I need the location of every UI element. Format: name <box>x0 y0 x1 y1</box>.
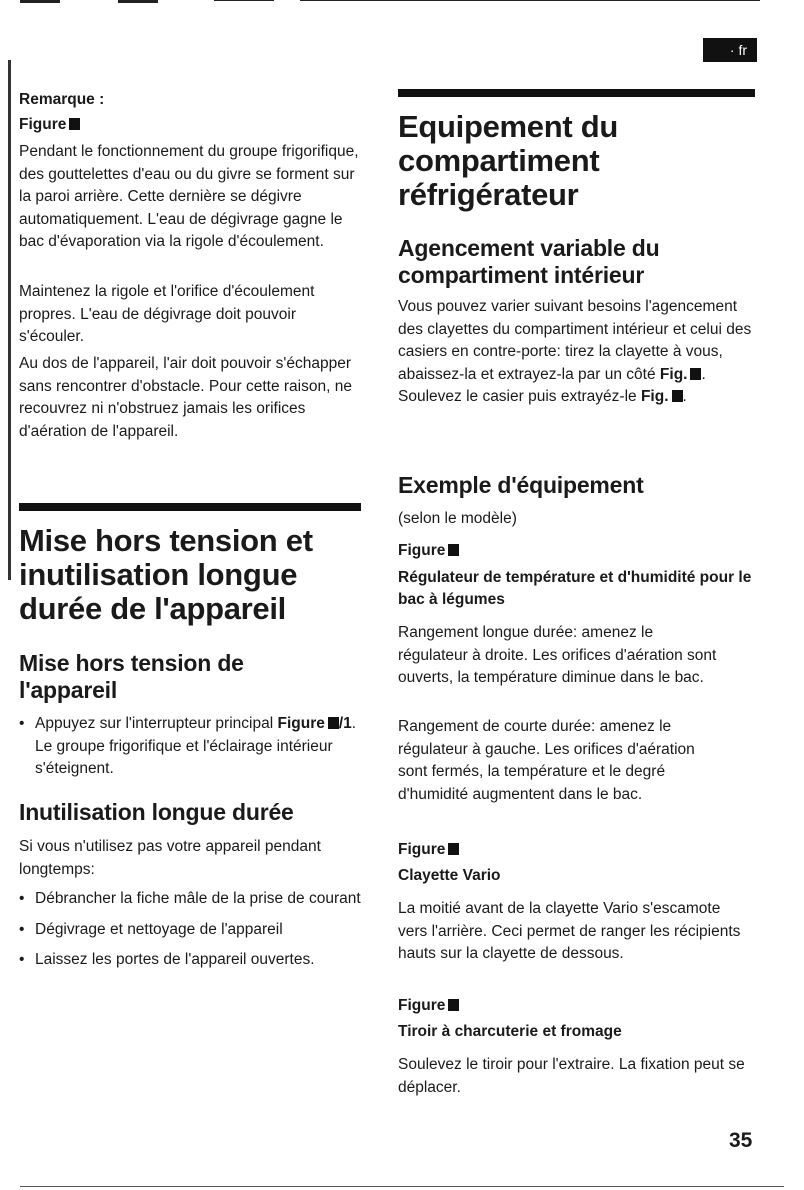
figure-number-icon <box>69 118 80 130</box>
figure-6-paragraph-1: Rangement longue durée: amenez le régulateur à droite. Les orifices d'aération sont ouverts, la température diminue dans le bac. <box>398 624 717 686</box>
subheading-exemple: Exemple d'équipement <box>398 472 644 498</box>
figure-number-icon <box>448 544 459 556</box>
figure-6-ref: Figure <box>398 540 459 562</box>
scan-artifact-line <box>214 0 274 1</box>
bullet-list-mise-hors-tension <box>19 713 364 789</box>
subheading-mise-hors-tension: Mise hors tension de l'appareil <box>19 650 244 703</box>
figure-8-heading: Tiroir à charcuterie et fromage <box>398 1023 622 1040</box>
list-item: • Appuyez sur l'interrupteur principal Figure /1. Le groupe frigorifique et l'éclairage intérieur s'éteignent. <box>19 715 357 777</box>
page-number: 35 <box>729 1129 753 1152</box>
section-rule <box>398 89 755 97</box>
scan-artifact-line <box>20 0 60 3</box>
exemple-note: (selon le modèle) <box>398 510 517 527</box>
section-title-equipement: Equipement du compartiment réfrigérateur <box>398 109 618 212</box>
figure-7-ref: Figure <box>398 839 459 861</box>
language-tab: · fr <box>703 38 757 62</box>
list-item: • Débrancher la fiche mâle de la prise de courant <box>19 890 361 907</box>
figure-8-ref: Figure <box>398 995 459 1017</box>
remarque-paragraph-2: Maintenez la rigole et l'orifice d'écoulement propres. L'eau de dégivrage doit pouvoir s'écouler. <box>19 283 315 345</box>
bullet-list-inutilisation <box>19 888 364 980</box>
figure-6-paragraph-2: Rangement de courte durée: amenez le régulateur à gauche. Les orifices d'aération sont fermés, la température et le degré d'humidité augmentent dans le bac. <box>398 718 695 803</box>
figure-number-icon <box>448 843 459 855</box>
scan-artifact-line <box>300 0 760 1</box>
remarque-paragraph-3: Au dos de l'appareil, l'air doit pouvoir s'échapper sans rencontrer d'obstacle. Pour cette raison, ne recouvrez ni n'obstruez jamais les orifices d'aération de l'appareil. <box>19 355 352 440</box>
section-rule <box>19 503 361 511</box>
figure-number-icon <box>672 390 683 402</box>
scan-artifact-bottom-line <box>20 1186 784 1187</box>
list-item: • Laissez les portes de l'appareil ouvertes. <box>19 951 315 968</box>
figure-6-heading: Régulateur de température et d'humidité pour le bac à légumes <box>398 569 752 608</box>
scan-artifact-line <box>118 0 158 3</box>
inutilisation-intro: Si vous n'utilisez pas votre appareil pendant longtemps: <box>19 838 321 878</box>
figure-number-icon <box>328 717 339 729</box>
remarque-paragraph-1: Pendant le fonctionnement du groupe frigorifique, des gouttelettes d'eau ou du givre se forment sur la paroi arrière. Cette dernière se dégivre automatiquement. L'eau de dégivrage gagne le bac d'évaporation via la rigole d'écoulement. <box>19 143 359 250</box>
remarque-label: Remarque : <box>19 91 105 108</box>
scan-artifact-bar <box>8 60 11 580</box>
agencement-paragraph: Vous pouvez varier suivant besoins l'agencement des clayettes du compartiment intérieur et celui des casiers en contre-porte: tirez la clayette à vous, abaissez-la et extrayez-la par un côté Fig. . Soulevez le casier puis extrayéz-le Fig. . <box>398 298 752 405</box>
subheading-inutilisation: Inutilisation longue durée <box>19 799 294 825</box>
list-item: • Dégivrage et nettoyage de l'appareil <box>19 920 283 938</box>
figure-number-icon <box>690 368 701 380</box>
subheading-agencement: Agencement variable du compartiment intérieur <box>398 235 660 288</box>
figure-8-paragraph: Soulevez le tiroir pour l'extraire. La fixation peut se déplacer. <box>398 1056 745 1096</box>
remarque-figure-ref: Figure <box>19 114 80 136</box>
section-title-mise-hors-tension: Mise hors tension et inutilisation longue durée de l'appareil <box>19 523 313 626</box>
figure-7-paragraph: La moitié avant de la clayette Vario s'escamote vers l'arrière. Ceci permet de ranger les récipients hauts sur la clayette de dessous. <box>398 900 741 962</box>
figure-number-icon <box>448 999 459 1011</box>
figure-7-heading: Clayette Vario <box>398 867 501 884</box>
